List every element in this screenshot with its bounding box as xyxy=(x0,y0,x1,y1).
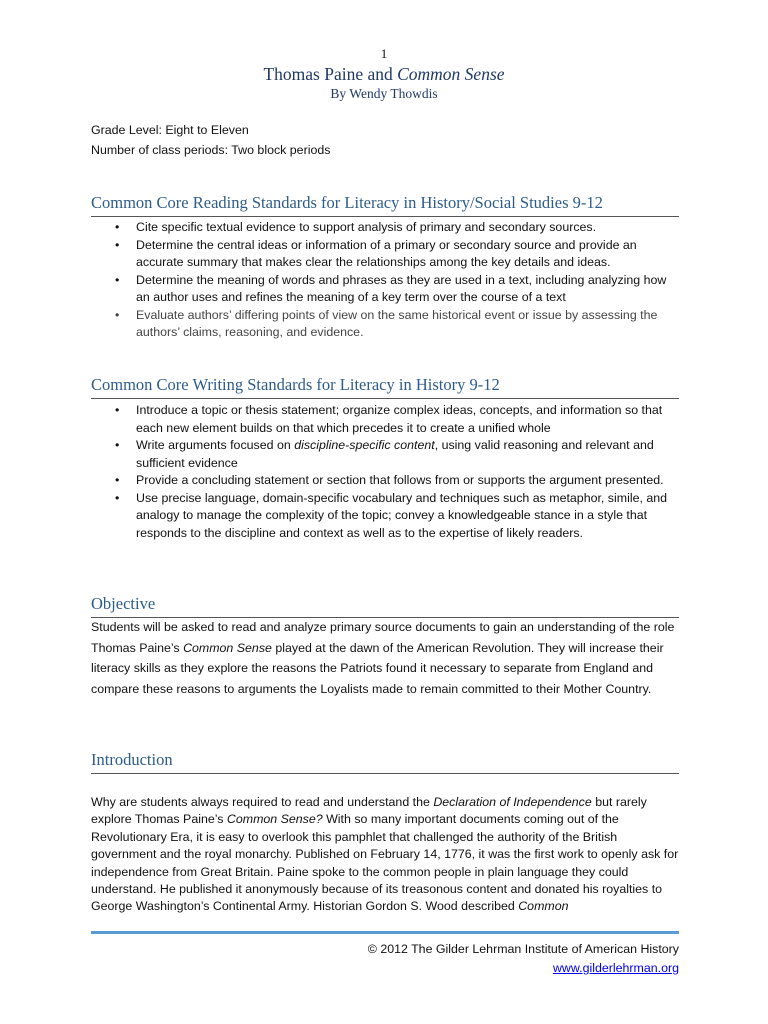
grade-level: Grade Level: Eight to Eleven xyxy=(91,123,249,137)
objective-paragraph xyxy=(91,617,681,699)
footer-copyright: © 2012 The Gilder Lehrman Institute of American History xyxy=(367,942,679,956)
writing-standards-list xyxy=(91,402,679,542)
introduction-paragraph xyxy=(91,794,681,916)
paragraph-text: With so many important documents coming out of the Revolutionary Era, it is easy to overlook this pamphlet that challenged the authority of the British government and the royal monarchy. Published on February 14, 1776, it was the first work to openly ask for independence from Great Britain. Paine spoke to the common people in plain language they could understand. He published it anonymously because of its treasonous content and donated his royalties to George Washington’s Continental Army. Historian Gordon S. Wood described xyxy=(91,812,679,914)
writing-standards-heading: Common Core Writing Standards for Literacy in History 9-12 xyxy=(91,375,679,399)
title-italic: Common Sense xyxy=(397,64,505,84)
paragraph-italic: Common xyxy=(518,899,569,914)
item-text: , using valid reasoning and relevant and sufficient evidence xyxy=(136,438,654,470)
reading-standards-heading: Common Core Reading Standards for Literacy in History/Social Studies 9-12 xyxy=(91,193,679,217)
paragraph-italic: Common Sense? xyxy=(226,812,323,827)
list-item: • Cite specific textual evidence to support analysis of primary and secondary sources. xyxy=(91,219,679,237)
paragraph-text: Why are students always required to read and understand the xyxy=(91,795,434,809)
reading-standards-list xyxy=(91,219,679,342)
paragraph-text: Students will be asked to read and analyze primary source documents to gain an understanding of the role Thomas Paine’s xyxy=(91,620,675,655)
list-item: • Determine the central ideas or information of a primary or secondary source and provide an accurate summary that makes clear the relationships among the key details and ideas. xyxy=(91,237,679,272)
paragraph-italic: Common Sense xyxy=(183,640,272,655)
introduction-heading: Introduction xyxy=(91,750,679,774)
list-item: • Use precise language, domain-specific vocabulary and techniques such as metaphor, simile, and analogy to manage the complexity of the topic; convey a knowledgeable stance in a style that responds to the discipline and context as well as to the expertise of likely readers. xyxy=(91,490,679,543)
author-line: By Wendy Thowdis xyxy=(330,86,438,101)
page-number: 1 xyxy=(380,46,388,61)
item-text: Write arguments focused on xyxy=(136,438,295,452)
objective-heading: Objective xyxy=(91,594,679,618)
paragraph-text: but rarely explore Thomas Paine’s xyxy=(91,795,647,827)
footer-divider xyxy=(91,931,679,934)
list-item: • Provide a concluding statement or section that follows from or supports the argument presented. xyxy=(91,472,679,490)
paragraph-text: played at the dawn of the American Revolution. They will increase their literacy skills as they explore the reasons the Patriots found it necessary to separate from England and compare these reasons to arguments the Loyalists made to remain committed to their Mother Country. xyxy=(91,640,664,696)
class-periods: Number of class periods: Two block periods xyxy=(91,143,331,157)
list-item xyxy=(91,437,679,472)
footer-website-link[interactable]: www.gilderlehrman.org xyxy=(552,961,679,975)
document-title xyxy=(0,64,768,85)
paragraph-italic: Declaration of Independence xyxy=(433,795,592,809)
list-item: • Determine the meaning of words and phrases as they are used in a text, including analyzing how an author uses and refines the meaning of a key term over the course of a text xyxy=(91,272,679,307)
list-item: • Introduce a topic or thesis statement; organize complex ideas, concepts, and information so that each new element builds on that which precedes it to create a unified whole xyxy=(91,402,679,437)
title-main: Thomas Paine and xyxy=(263,64,398,84)
list-item: • Evaluate authors’ differing points of view on the same historical event or issue by assessing the authors’ claims, reasoning, and evidence. xyxy=(91,307,679,342)
item-italic: discipline-specific content xyxy=(294,438,435,452)
